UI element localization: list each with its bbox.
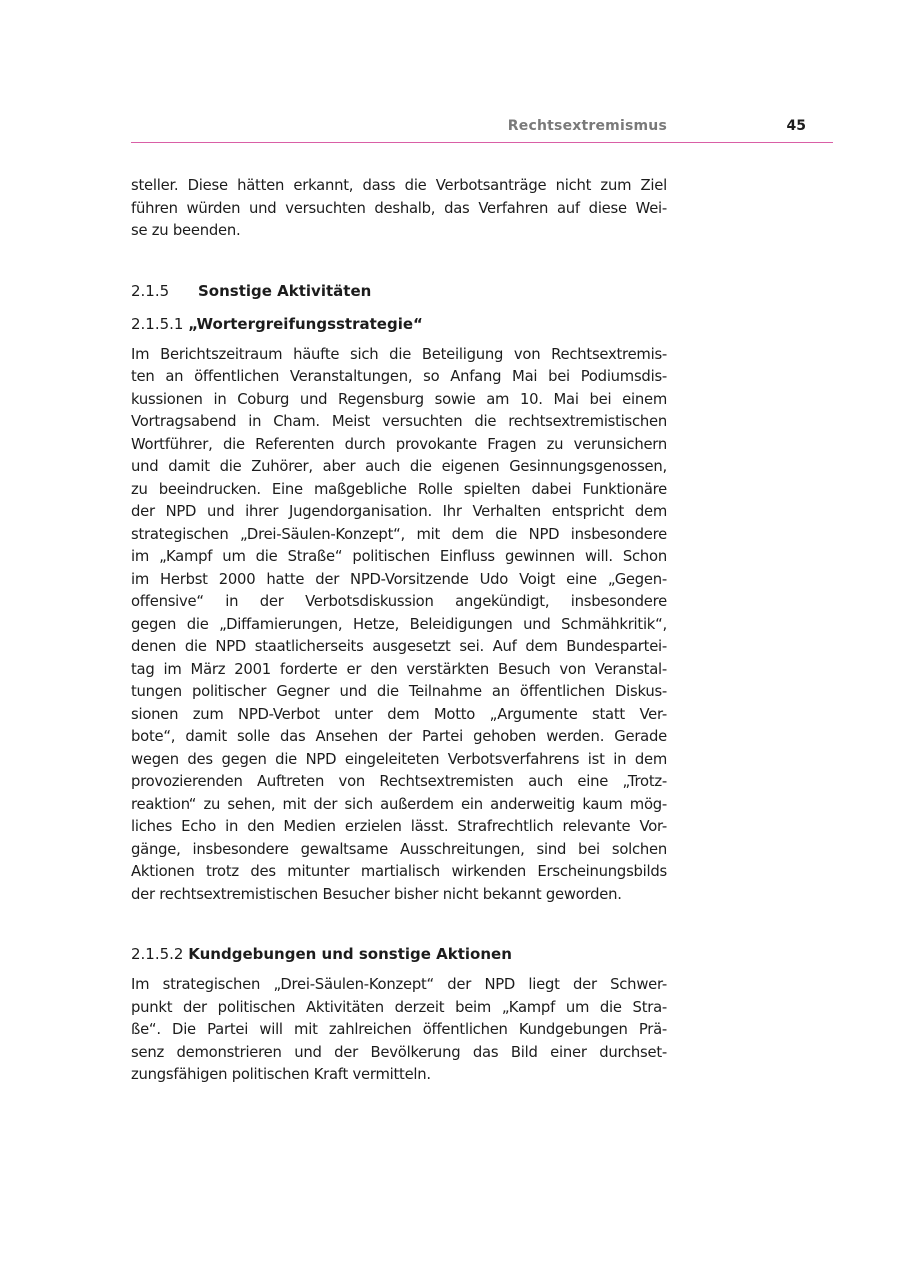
section-heading-2-1-5-1 bbox=[131, 312, 667, 336]
text-line: se zu beenden. bbox=[131, 222, 241, 239]
text-line: offensive“ in der Verbotsdiskussion angekündigt, insbesondere bbox=[131, 593, 667, 610]
text-line: tungen politischer Gegner und die Teilnahme an öffentlichen Diskus- bbox=[131, 683, 667, 700]
text-line: steller. Diese hätten erkannt, dass die Verbotsanträge nicht zum Ziel bbox=[131, 177, 667, 194]
text-line: ße“. Die Partei will mit zahlreichen öffentlichen Kundgebungen Prä- bbox=[131, 1021, 667, 1038]
text-line: punkt der politischen Aktivitäten derzeit beim „Kampf um die Stra- bbox=[131, 998, 667, 1016]
intro-paragraph bbox=[131, 175, 667, 243]
text-line: gänge, insbesondere gewaltsame Ausschreitungen, sind bei solchen bbox=[131, 840, 667, 858]
text-line: Im Berichtszeitraum häufte sich die Beteiligung von Rechtsextremis- bbox=[131, 345, 667, 363]
paragraph-wortergreifungsstrategie bbox=[131, 344, 667, 907]
text-line: gegen die „Diffamierungen, Hetze, Beleidigungen und Schmähkritik“, bbox=[131, 615, 667, 633]
running-title: Rechtsextremismus bbox=[507, 118, 667, 134]
text-line: zungsfähigen politischen Kraft vermitteln. bbox=[131, 1066, 431, 1083]
text-line: kussionen in Coburg und Regensburg sowie am 10. Mai bei einem bbox=[131, 390, 667, 408]
text-line: zu beeindrucken. Eine maßgebliche Rolle spielten dabei Funktionäre bbox=[131, 480, 667, 498]
text-line: der rechtsextremistischen Besucher bisher nicht bekannt geworden. bbox=[131, 885, 622, 903]
text-line: bote“, damit solle das Ansehen der Partei gehoben werden. Gerade bbox=[131, 728, 667, 745]
section-number: 2.1.5 bbox=[131, 281, 170, 300]
section-heading-2-1-5-2 bbox=[131, 942, 667, 966]
text-line: senz demonstrieren und der Bevölkerung das Bild einer durchset- bbox=[131, 1043, 667, 1061]
text-line: liches Echo in den Medien erzielen lässt. Strafrechtlich relevante Vor- bbox=[131, 818, 667, 835]
section-title: „Wortergreifungsstrategie“ bbox=[188, 314, 423, 333]
text-line: im „Kampf um die Straße“ politischen Einfluss gewinnen will. Schon bbox=[131, 548, 667, 565]
text-line: führen würden und versuchten deshalb, das Verfahren auf diese Wei- bbox=[131, 199, 667, 217]
text-line: sionen zum NPD-Verbot unter dem Motto „Argumente statt Ver- bbox=[131, 705, 667, 723]
text-line: strategischen „Drei-Säulen-Konzept“, mit dem die NPD insbesondere bbox=[131, 525, 667, 543]
section-number: 2.1.5.2 bbox=[131, 945, 184, 963]
section-number: 2.1.5.1 bbox=[131, 314, 184, 333]
text-line: Im strategischen „Drei-Säulen-Konzept“ der NPD liegt der Schwer- bbox=[131, 976, 667, 993]
text-line: denen die NPD staatlicherseits ausgesetzt sei. Auf dem Bundespartei- bbox=[131, 638, 667, 655]
section-heading-2-1-5 bbox=[131, 279, 667, 303]
text-line: der NPD und ihrer Jugendorganisation. Ihr Verhalten entspricht dem bbox=[131, 503, 667, 520]
text-line: Aktionen trotz des mitunter martialisch wirkenden Erscheinungsbilds bbox=[131, 863, 667, 880]
text-line: tag im März 2001 forderte er den verstärkten Besuch von Veranstal- bbox=[131, 660, 667, 678]
text-line: Vortragsabend in Cham. Meist versuchten die rechtsextremistischen bbox=[131, 413, 667, 430]
page-header bbox=[131, 116, 833, 143]
text-line: wegen des gegen die NPD eingeleiteten Verbotsverfahrens ist in dem bbox=[131, 750, 667, 768]
text-line: ten an öffentlichen Veranstaltungen, so Anfang Mai bei Podiumsdis- bbox=[131, 368, 667, 385]
section-title: Sonstige Aktivitäten bbox=[198, 281, 372, 300]
section-title: Kundgebungen und sonstige Aktionen bbox=[188, 945, 512, 963]
text-line: provozierenden Auftreten von Rechtsextremisten auch eine „Trotz- bbox=[131, 773, 667, 790]
paragraph-kundgebungen bbox=[131, 974, 667, 1087]
text-line: im Herbst 2000 hatte der NPD-Vorsitzende Udo Voigt eine „Gegen- bbox=[131, 570, 667, 588]
text-line: reaktion“ zu sehen, mit der sich außerdem ein anderweitig kaum mög- bbox=[131, 795, 667, 813]
page-number: 45 bbox=[786, 118, 806, 134]
page-content bbox=[131, 175, 667, 1087]
text-line: und damit die Zuhörer, aber auch die eigenen Gesinnungsgenossen, bbox=[131, 458, 667, 475]
text-line: Wortführer, die Referenten durch provokante Fragen zu verunsichern bbox=[131, 435, 667, 453]
